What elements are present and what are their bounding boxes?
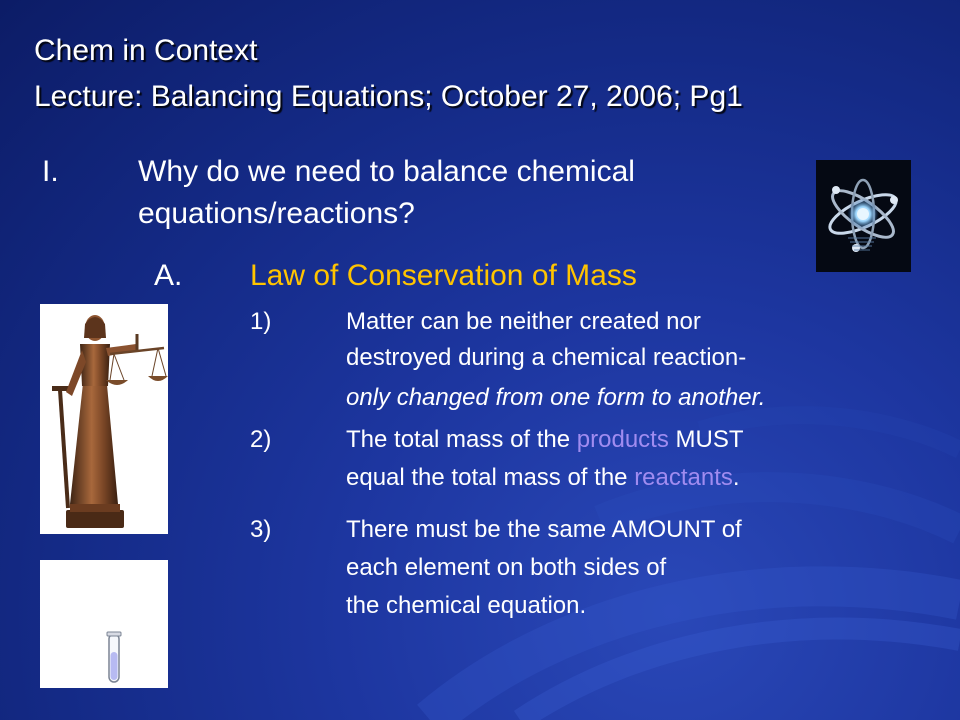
- atom-icon: [816, 160, 911, 272]
- point-3-line2: each element on both sides of: [346, 554, 667, 581]
- point-2-line1: [346, 424, 744, 456]
- test-tube-icon: [40, 560, 168, 688]
- point-1-line2: destroyed during a chemical reaction-: [346, 344, 747, 371]
- subsection-heading: Law of Conservation of Mass: [250, 259, 637, 292]
- point-3-number: 3): [250, 516, 272, 543]
- point-1-number: 1): [250, 308, 272, 335]
- point-2-line2-pre: equal the total mass of the: [346, 464, 635, 491]
- point-2-line1-pre: The total mass of the: [346, 426, 577, 453]
- slide-title-line2: Lecture: Balancing Equations; October 27, 2006; Pg1: [34, 80, 743, 113]
- point-2-line2-post: .: [732, 464, 740, 491]
- subsection-letter: A.: [154, 259, 183, 292]
- point-3-line1: There must be the same AMOUNT of: [346, 516, 742, 543]
- reactants-keyword: reactants: [634, 464, 733, 491]
- point-3-line3: the chemical equation.: [346, 592, 587, 619]
- slide-title-line1: Chem in Context: [34, 34, 258, 67]
- section-question-line2: equations/reactions?: [138, 197, 415, 230]
- section-question-line1: Why do we need to balance chemical: [138, 155, 635, 188]
- section-numeral: I.: [42, 155, 59, 188]
- point-1-line3: only changed from one form to another.: [346, 384, 766, 411]
- point-2-line2: [346, 462, 740, 494]
- products-keyword: products: [576, 426, 669, 453]
- point-2-number: 2): [250, 426, 272, 453]
- point-2-line1-post: MUST: [668, 426, 744, 453]
- point-1-line1: Matter can be neither created nor: [346, 308, 701, 335]
- lady-justice-statue-icon: [40, 304, 168, 534]
